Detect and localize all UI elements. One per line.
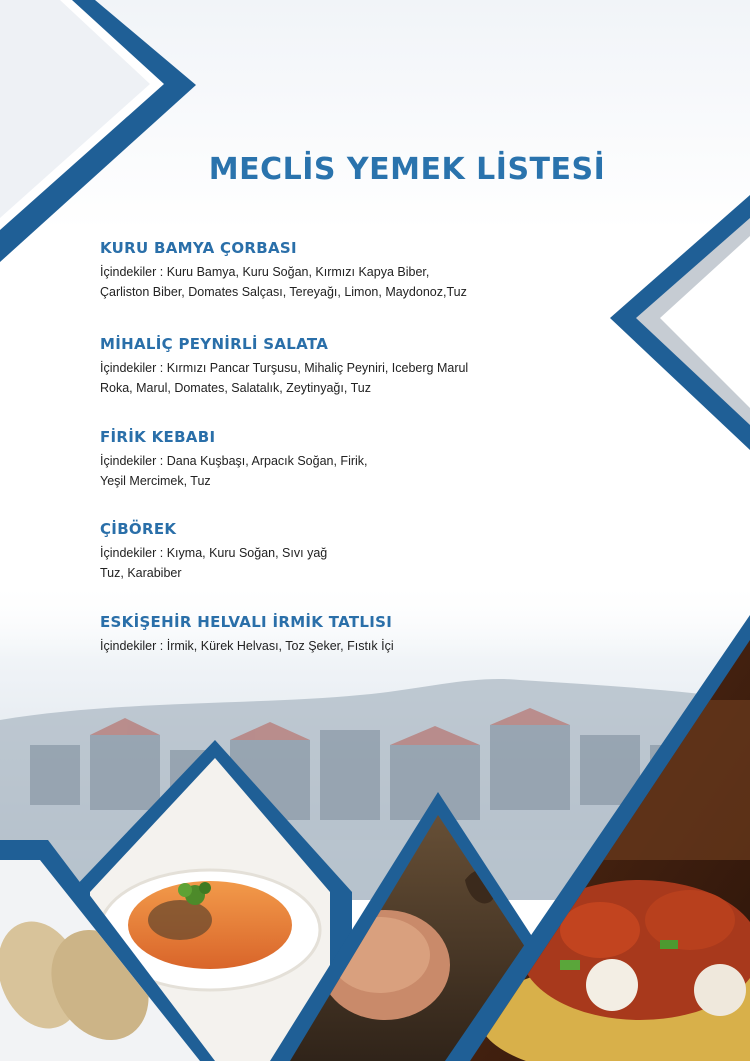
dish-ingredients-line: Roka, Marul, Domates, Salatalık, Zeytinyağı, Tuz xyxy=(100,381,371,395)
dish-name: MİHALİÇ PEYNİRLİ SALATA xyxy=(100,335,329,353)
ingredients-label: İçindekiler : xyxy=(100,265,164,279)
dish-kuru-bamya-corbasi xyxy=(100,239,467,302)
dish-ingredients-line xyxy=(100,543,327,563)
ingredients-text: Kıyma, Kuru Soğan, Sıvı yağ xyxy=(166,546,328,560)
page-title: MECLİS YEMEK LİSTESİ xyxy=(208,152,606,187)
dish-ingredients-line: Tuz, Karabiber xyxy=(100,566,182,580)
ingredients-label: İçindekiler : xyxy=(100,639,164,653)
ingredients-label: İçindekiler : xyxy=(100,361,164,375)
dish-name: KURU BAMYA ÇORBASI xyxy=(100,239,297,257)
dish-ingredients-line xyxy=(100,451,368,471)
dish-ciborek xyxy=(100,520,327,583)
dish-firik-kebabi xyxy=(100,428,368,491)
dish-mihalic-peynirli-salata xyxy=(100,335,468,398)
right-chevron xyxy=(610,195,750,450)
ingredients-label: İçindekiler : xyxy=(100,454,164,468)
dish-ingredients-line xyxy=(100,358,468,378)
dish-ingredients-line: Çarliston Biber, Domates Salçası, Tereyağı, Limon, Maydonoz,Tuz xyxy=(100,285,467,299)
dish-eskisehir-helvali-irmik-tatlisi xyxy=(100,613,394,656)
dish-ingredients-line xyxy=(100,262,467,282)
dish-name: FİRİK KEBABI xyxy=(100,428,216,446)
ingredients-text: Kırmızı Pancar Turşusu, Mihaliç Peyniri, Iceberg Marul xyxy=(166,361,469,375)
ingredients-text: Kuru Bamya, Kuru Soğan, Kırmızı Kapya Biber, xyxy=(166,265,430,279)
dish-ingredients-line: Yeşil Mercimek, Tuz xyxy=(100,474,211,488)
dish-ingredients-line xyxy=(100,636,394,656)
ingredients-label: İçindekiler : xyxy=(100,546,164,560)
dish-name: ÇİBÖREK xyxy=(100,520,177,538)
ingredients-text: İrmik, Kürek Helvası, Toz Şeker, Fıstık İçi xyxy=(166,639,394,653)
ingredients-text: Dana Kuşbaşı, Arpacık Soğan, Firik, xyxy=(166,454,368,468)
dish-name: ESKİŞEHİR HELVALI İRMİK TATLISI xyxy=(100,613,393,631)
